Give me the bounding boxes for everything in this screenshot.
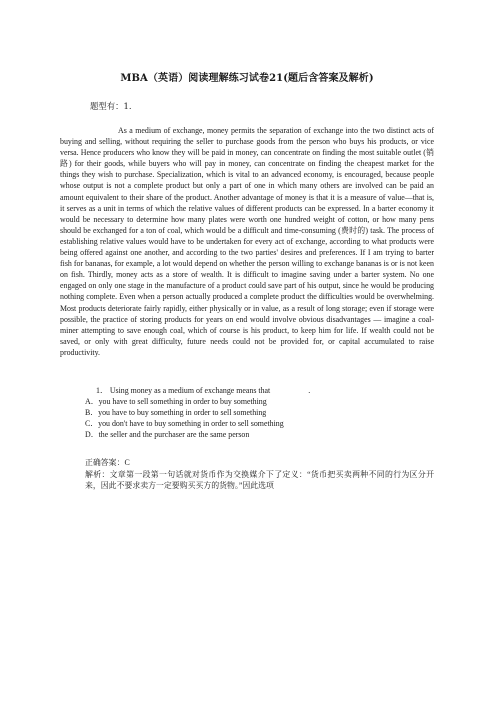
correct-answer: 正确答案：C (85, 458, 130, 468)
question-text: Using money as a medium of exchange means that (109, 385, 271, 395)
option-a: A．you have to sell something in order to buy something (85, 397, 267, 407)
option-d: D．the seller and the purchaser are the same person (85, 430, 250, 440)
question-number: 1． (96, 385, 108, 395)
option-b: B．you have to buy something in order to sell something (85, 408, 267, 418)
reading-passage: As a medium of exchange, money permits the separation of exchange into the two distinct acts of buying and selling, without requiring the seller to purchase goods from the person who buys his products, or vice versa. Hence producers who know they will be paid in money, can concentrate on finding the most suitable outlet (销路) for their goods, while buyers who will pay in money, can concentrate on finding the cheapest market for the things they wish to purchase. Specialization, which is vital to an advanced economy, is encouraged, because people whose output is not a complete product but only a part of one in which many others are involved can be paid an amount equivalent to their share of the product. Another advantage of money is that it is a measure of value—that is, it serves as a unit in terms of which the relative values of different products can be expressed. In a barter economy it would be necessary to determine how many plates were worth one hundred weight of cotton, or how many pens should be exchanged for a ton of coal, which would be a difficult and time-consuming (费时的) task. The process of establishing relative values would have to be undertaken for every act of exchange, according to what products were being offered against one another, and according to the two parties' desires and preferences. If I am trying to barter fish for bananas, for example, a lot would depend on whether the person willing to exchange bananas is or is not keen on fish. Thirdly, money acts as a store of wealth. It is difficult to imagine saving under a barter system. No one engaged on only one stage in the manufacture of a product could save part of his output, since he would be producing nothing complete. Even when a person actually produced a complete product the difficulties would be overwhelming. Most products deteriorate fairly rapidly, either physically or in value, as a result of long storage; even if storage were possible, the practice of storing products for years on end would involve obvious disadvantages — imagine a coal-miner attempting to save enough coal, which of course is his product, to keep him for life. If wealth could not be saved, or only with great difficulty, future needs could not be provided for, or capital accumulated to raise productivity. (60, 126, 434, 357)
document-title: MBA（英语）阅读理解练习试卷21(题后含答案及解析) (120, 73, 374, 84)
question-type: 题型有：1. (90, 101, 132, 111)
option-c: C．you don't have to buy something in order to sell something (85, 419, 284, 429)
question-stem (60, 385, 434, 396)
question-stem-end: . (308, 385, 311, 395)
answer-analysis: 解析：文章第一段第一句话就对货币作为交换媒介下了定义：“货币把买卖两种不同的行为区分开来，因此不要求卖方一定要购买买方的货物。”因此选项 (85, 469, 434, 490)
question-block (60, 385, 434, 440)
